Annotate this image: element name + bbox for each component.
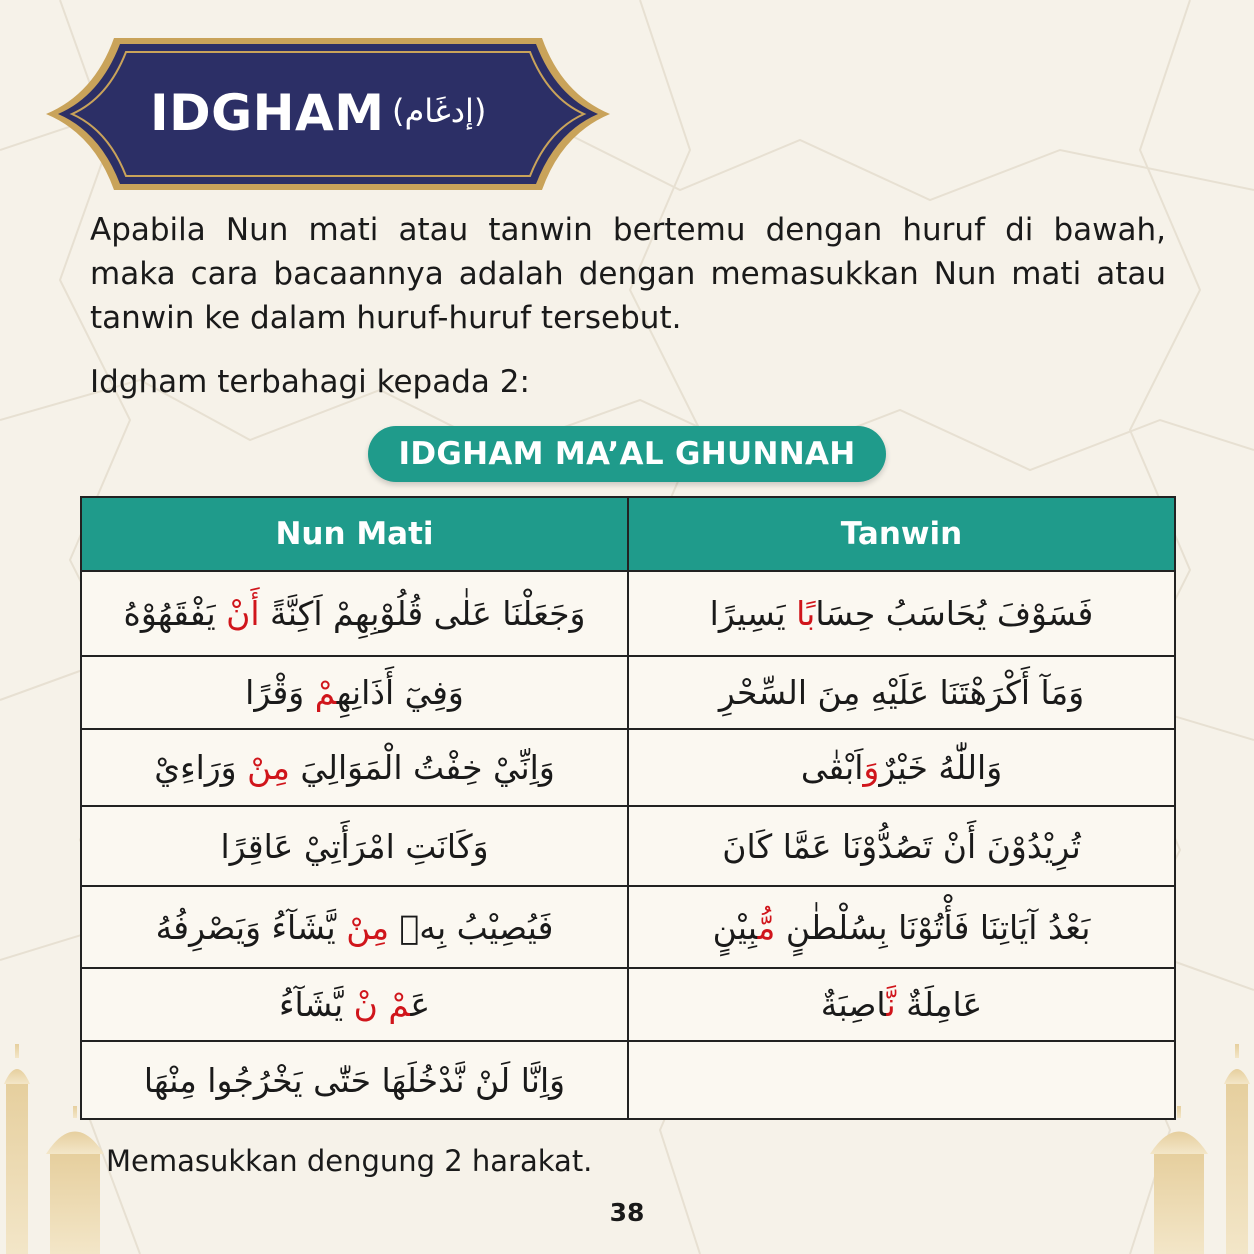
highlight: مُّ (757, 907, 776, 947)
nun-mati-example: فَيُصِيْبُ بِهٖ مِنْ يَّشَآءُ وَيَصْرِفُهُ (81, 886, 628, 968)
highlight: أَنْ (226, 594, 260, 633)
nun-mati-example: وَاِنِّيْ خِفْتُ الْمَوَالِيَ مِنْ وَرَاءِيْ (81, 729, 628, 806)
table-header-row (81, 497, 1175, 571)
examples-table (80, 496, 1176, 1120)
highlight: مِنْ (346, 907, 389, 947)
tanwin-example: بَعْدُ آيَاتِنَا فَأْتُوْنَا بِسُلْطٰنٍ مُّبِيْنٍ (628, 886, 1175, 968)
table-row (81, 656, 1175, 729)
header-tanwin: Tanwin (628, 497, 1175, 571)
tanwin-example: وَاللّٰهُ خَيْرٌوَاَبْقٰى (628, 729, 1175, 806)
table-row (81, 968, 1175, 1041)
highlight: بًا (796, 594, 816, 633)
table-row (81, 571, 1175, 656)
tanwin-example: تُرِيْدُوْنَ أَنْ تَصُدُّوْنَا عَمَّا كَانَ (628, 806, 1175, 886)
highlight: مْ نْ (353, 985, 411, 1024)
table-row (81, 806, 1175, 886)
table-row (81, 886, 1175, 968)
page-number: 38 (609, 1198, 645, 1227)
tanwin-example (628, 1041, 1175, 1119)
table-row (81, 1041, 1175, 1119)
header-nun-mati: Nun Mati (81, 497, 628, 571)
page-title-arabic: (إدغَام) (392, 92, 487, 130)
highlight: مِنْ (247, 748, 290, 787)
nun-mati-example: عَمْ نْ يَّشَآءُ (81, 968, 628, 1041)
highlight: وَ (863, 748, 880, 787)
footnote: Memasukkan dengung 2 harakat. (106, 1144, 593, 1178)
tanwin-example: فَسَوْفَ يُحَاسَبُ حِسَابًا يَسِيرًا (628, 571, 1175, 656)
highlight: نَّ (886, 985, 896, 1024)
section-label: IDGHAM MA’AL GHUNNAH (368, 426, 886, 482)
tanwin-example: وَمَآ أَكْرَهْتَنَا عَلَيْهِ مِنَ السِّحْرِ (628, 656, 1175, 729)
nun-mati-example: وَاِنَّا لَنْ نَّدْخُلَهَا حَتّٰى يَخْرُجُوا مِنْهَا (81, 1041, 628, 1119)
highlight: مْ (314, 673, 337, 712)
page-title: IDGHAM (150, 84, 385, 142)
nun-mati-example: وَجَعَلْنَا عَلٰى قُلُوْبِهِمْ اَكِنَّةً أَنْ يَفْقَهُوْهُ (81, 571, 628, 656)
nun-mati-example: وَفِيٓ أَذَانِهِمْ وَقْرًا (81, 656, 628, 729)
nun-mati-example: وَكَانَتِ امْرَأَتِيْ عَاقِرًا (81, 806, 628, 886)
table-row (81, 729, 1175, 806)
tanwin-example: عَامِلَةٌ نَّاصِبَةٌ (628, 968, 1175, 1041)
intro-paragraph: Apabila Nun mati atau tanwin bertemu dengan huruf di bawah, maka cara bacaannya adalah dengan memasukkan Nun mati atau tanwin ke dalam huruf-huruf tersebut. (90, 212, 1166, 336)
subintro-text: Idgham terbahagi kepada 2: (90, 364, 530, 400)
